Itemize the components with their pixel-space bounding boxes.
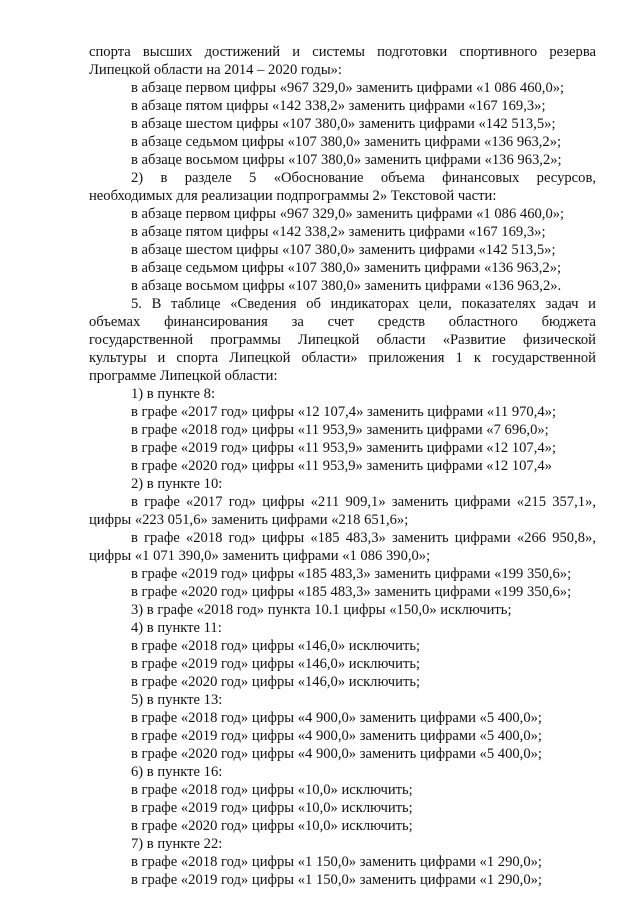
- text-line: в графе «2020 год» цифры «11 953,9» заменить цифрами «12 107,4»: [131, 458, 552, 474]
- text-line: в абзаце седьмом цифры «107 380,0» заменить цифрами «136 963,2»;: [131, 134, 562, 150]
- text-line: в графе «2018 год» цифры «1 150,0» заменить цифрами «1 290,0»;: [131, 854, 542, 870]
- text-line: 3) в графе «2018 год» пункта 10.1 цифры «150,0» исключить;: [131, 602, 512, 618]
- text-line: в графе «2017 год» цифры «12 107,4» заменить цифрами «11 970,4»;: [131, 404, 557, 420]
- text-line: в абзаце восьмом цифры «107 380,0» заменить цифрами «136 963,2»;: [131, 152, 562, 168]
- text-line: в графе «2019 год» цифры «1 150,0» заменить цифрами «1 290,0»;: [131, 872, 542, 888]
- text-line: необходимых для реализации подпрограммы 2» Текстовой части:: [89, 188, 497, 204]
- text-line: в абзаце первом цифры «967 329,0» заменить цифрами «1 086 460,0»;: [131, 80, 565, 96]
- text-line: в абзаце пятом цифры «142 338,2» заменить цифрами «167 169,3»;: [131, 224, 546, 240]
- text-line: государственной программы Липецкой области «Развитие физической: [89, 332, 596, 348]
- text-line: цифры «1 071 390,0» заменить цифрами «1 086 390,0»;: [89, 548, 431, 564]
- text-line: 2) в пункте 10:: [131, 476, 223, 492]
- text-line: в абзаце пятом цифры «142 338,2» заменить цифрами «167 169,3»;: [131, 98, 546, 114]
- text-line: 2) в разделе 5 «Обоснование объема финансовых ресурсов,: [131, 170, 596, 186]
- text-line: в абзаце седьмом цифры «107 380,0» заменить цифрами «136 963,2»;: [131, 260, 562, 276]
- text-line: в графе «2019 год» цифры «146,0» исключить;: [131, 656, 421, 672]
- text-line: объемах финансирования за счет средств областного бюджета: [89, 314, 596, 330]
- text-line: 7) в пункте 22:: [131, 836, 223, 852]
- text-line: 5. В таблице «Сведения об индикаторах цели, показателях задач и: [131, 296, 596, 312]
- text-line: в графе «2019 год» цифры «185 483,3» заменить цифрами «199 350,6»;: [131, 566, 572, 582]
- text-line: в графе «2020 год» цифры «4 900,0» заменить цифрами «5 400,0»;: [131, 746, 542, 762]
- text-line: в графе «2020 год» цифры «10,0» исключить;: [131, 818, 413, 834]
- text-line: 4) в пункте 11:: [131, 620, 222, 636]
- text-line: в абзаце восьмом цифры «107 380,0» заменить цифрами «136 963,2».: [131, 278, 562, 294]
- text-line: в абзаце шестом цифры «107 380,0» заменить цифрами «142 513,5»;: [131, 116, 556, 132]
- text-line: программе Липецкой области:: [89, 368, 278, 384]
- text-line: в графе «2018 год» цифры «146,0» исключить;: [131, 638, 421, 654]
- text-line: в графе «2018 год» цифры «10,0» исключить;: [131, 782, 413, 798]
- text-line: спорта высших достижений и системы подготовки спортивного резерва: [89, 44, 596, 60]
- text-line: в графе «2018 год» цифры «4 900,0» заменить цифрами «5 400,0»;: [131, 710, 542, 726]
- text-line: цифры «223 051,6» заменить цифрами «218 651,6»;: [89, 512, 409, 528]
- text-line: 1) в пункте 8:: [131, 386, 216, 402]
- text-line: в графе «2018 год» цифры «185 483,3» заменить цифрами «266 950,8»,: [131, 530, 596, 546]
- text-line: в абзаце первом цифры «967 329,0» заменить цифрами «1 086 460,0»;: [131, 206, 565, 222]
- text-line: в графе «2017 год» цифры «211 909,1» заменить цифрами «215 357,1»,: [131, 494, 596, 510]
- text-line: в графе «2019 год» цифры «4 900,0» заменить цифрами «5 400,0»;: [131, 728, 542, 744]
- text-line: в графе «2020 год» цифры «146,0» исключить;: [131, 674, 421, 690]
- text-line: в графе «2020 год» цифры «185 483,3» заменить цифрами «199 350,6»;: [131, 584, 572, 600]
- text-line: 5) в пункте 13:: [131, 692, 223, 708]
- text-line: культуры и спорта Липецкой области» приложения 1 к государственной: [89, 350, 596, 366]
- text-line: в графе «2019 год» цифры «10,0» исключить;: [131, 800, 413, 816]
- text-line: в абзаце шестом цифры «107 380,0» заменить цифрами «142 513,5»;: [131, 242, 556, 258]
- text-line: Липецкой области на 2014 – 2020 годы»:: [89, 62, 342, 78]
- text-line: 6) в пункте 16:: [131, 764, 223, 780]
- text-line: в графе «2018 год» цифры «11 953,9» заменить цифрами «7 696,0»;: [131, 422, 549, 438]
- text-line: в графе «2019 год» цифры «11 953,9» заменить цифрами «12 107,4»;: [131, 440, 557, 456]
